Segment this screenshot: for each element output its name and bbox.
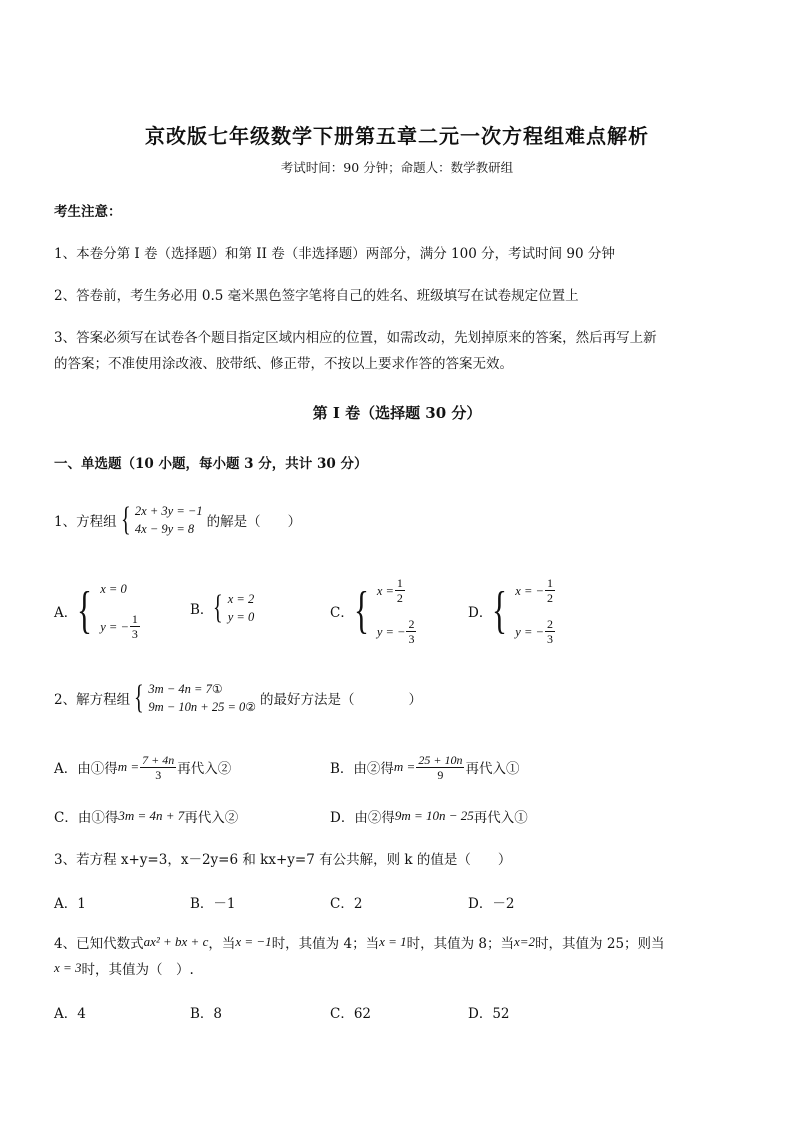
- q1-system: [121, 503, 203, 537]
- q2-prefix: 2、解方程组: [54, 692, 131, 708]
- brace-icon: {: [353, 582, 369, 639]
- option-line: y = −: [376, 624, 406, 639]
- q3-option-d: D．－2: [468, 896, 515, 912]
- question-4-cont: [54, 958, 194, 978]
- option-text: A．由①得: [54, 761, 118, 777]
- option-text: D．由②得: [330, 810, 395, 826]
- q3-option-b: B．－1: [190, 896, 236, 912]
- option-math: 9m = 10n − 25: [394, 808, 474, 823]
- frac-den: 3: [155, 767, 162, 782]
- frac-den: 9: [437, 767, 444, 782]
- q2-option-d: [330, 806, 528, 826]
- q2-eq2: 9m − 10n + 25 = 0: [148, 700, 246, 714]
- option-math: m =: [393, 759, 416, 774]
- q2-option-c: [54, 806, 238, 826]
- q3-option-c: C．2: [330, 896, 363, 912]
- q4-cond: x=2: [514, 934, 536, 949]
- q4-text: 时，其值为（ ）.: [81, 962, 194, 978]
- frac-num: 7 + 4n: [142, 752, 175, 767]
- q4-expr: ax² + bx + c: [143, 934, 209, 949]
- option-line: x = −: [515, 583, 544, 598]
- q4-option-d: D．52: [468, 1006, 510, 1022]
- q1-prefix: 1、方程组: [54, 514, 117, 530]
- q2-option-b: [330, 750, 519, 784]
- q4-cond: x = 3: [54, 960, 82, 975]
- option-text: C．由①得: [54, 810, 119, 826]
- section-heading: 一、单选题（10 小题，每小题 3 分，共计 30 分）: [54, 456, 368, 472]
- option-line: x = 2: [227, 592, 255, 606]
- page-title: 京改版七年级数学下册第五章二元一次方程组难点解析: [145, 124, 649, 148]
- brace-icon: {: [492, 582, 508, 639]
- frac-den: 2: [396, 591, 403, 605]
- option-label: A．: [54, 605, 78, 621]
- option-line: y = −: [100, 619, 129, 634]
- q4-text: 4、已知代数式: [54, 936, 144, 952]
- q4-option-a: A．4: [54, 1006, 86, 1022]
- q2-brace: {: [134, 679, 144, 716]
- q2-eq1-mark: ①: [211, 682, 223, 696]
- option-text: 再代入②: [184, 810, 239, 826]
- frac-num: 1: [396, 576, 403, 590]
- question-3: 3、若方程 x+y=3，x－2y=6 和 kx+y=7 有公共解，则 k 的值是（ ）: [54, 852, 512, 868]
- q4-text: ，当: [208, 936, 236, 952]
- q1-option-b: [190, 586, 254, 630]
- option-line: y = −: [515, 624, 544, 639]
- q4-text: 时，其值为 25；则当: [535, 936, 665, 952]
- question-1: [54, 500, 301, 540]
- frac-num: 1: [546, 576, 553, 590]
- q1-option-a: [54, 578, 141, 644]
- notice-item-1: 1、本卷分第 I 卷（选择题）和第 II 卷（非选择题）两部分，满分 100 分，考试时间 90 分钟: [54, 246, 615, 262]
- frac-den: 3: [408, 632, 415, 646]
- option-line: x = 0: [100, 582, 127, 596]
- option-label: B．: [190, 602, 214, 618]
- q4-text: 时，其值为 8；当: [406, 936, 515, 952]
- notice-heading: 考生注意：: [54, 204, 122, 220]
- option-math: 3m = 4n + 7: [118, 808, 185, 823]
- question-4: [54, 932, 665, 952]
- q4-cond: x = −1: [235, 934, 272, 949]
- brace-icon: {: [213, 589, 224, 626]
- frac-den: 3: [131, 627, 138, 641]
- q1-option-d: [468, 574, 556, 648]
- option-text: 再代入①: [465, 761, 520, 777]
- q4-option-b: B．8: [190, 1006, 223, 1022]
- notice-item-3: 3、答案必须写在试卷各个题目指定区域内相应的位置，如需改动，先划掉原来的答案，然后再写上新: [54, 330, 657, 346]
- option-text: B．由②得: [330, 761, 394, 777]
- q3-option-a: A．1: [54, 896, 86, 912]
- q2-eq1: 3m − 4n = 7: [148, 682, 212, 696]
- option-line: y = 0: [227, 610, 255, 624]
- frac-den: 3: [546, 632, 553, 646]
- q4-cond: x = 1: [379, 934, 407, 949]
- option-label: D．: [468, 605, 493, 621]
- q1-eq1: 2x + 3y = −1: [134, 504, 203, 518]
- q1-suffix: 的解是（ ）: [206, 514, 302, 530]
- q2-eq2-mark: ②: [245, 700, 257, 714]
- frac-num: 2: [546, 617, 553, 631]
- q1-option-c: [330, 574, 417, 648]
- q4-option-c: C．62: [330, 1006, 372, 1022]
- frac-num: 25 + 10n: [418, 752, 463, 767]
- option-math: m =: [117, 759, 140, 774]
- q1-eq2: 4x − 9y = 8: [134, 522, 195, 536]
- notice-item-2: 2、答卷前，考生务必用 0.5 毫米黑色签字笔将自己的姓名、班级填写在试卷规定位置上: [54, 288, 579, 304]
- q2-option-a: [54, 750, 231, 784]
- notice-item-3-cont: 的答案；不准使用涂改液、胶带纸、修正带，不按以上要求作答的答案无效。: [54, 356, 513, 372]
- option-line: x =: [376, 583, 394, 598]
- option-text: 再代入①: [473, 810, 528, 826]
- q2-suffix: 的最好方法是（ ）: [260, 692, 423, 708]
- exam-info: 考试时间：90 分钟；命题人：数学教研组: [280, 160, 514, 175]
- frac-num: 1: [131, 612, 138, 626]
- frac-den: 2: [546, 591, 553, 605]
- part-title: 第 I 卷（选择题 30 分）: [312, 404, 482, 422]
- q4-text: 时，其值为 4；当: [271, 936, 380, 952]
- q1-brace: {: [120, 501, 131, 538]
- option-label: C．: [330, 605, 354, 621]
- option-text: 再代入②: [177, 761, 232, 777]
- question-2: [54, 678, 422, 718]
- frac-num: 2: [408, 617, 415, 631]
- brace-icon: {: [77, 582, 93, 639]
